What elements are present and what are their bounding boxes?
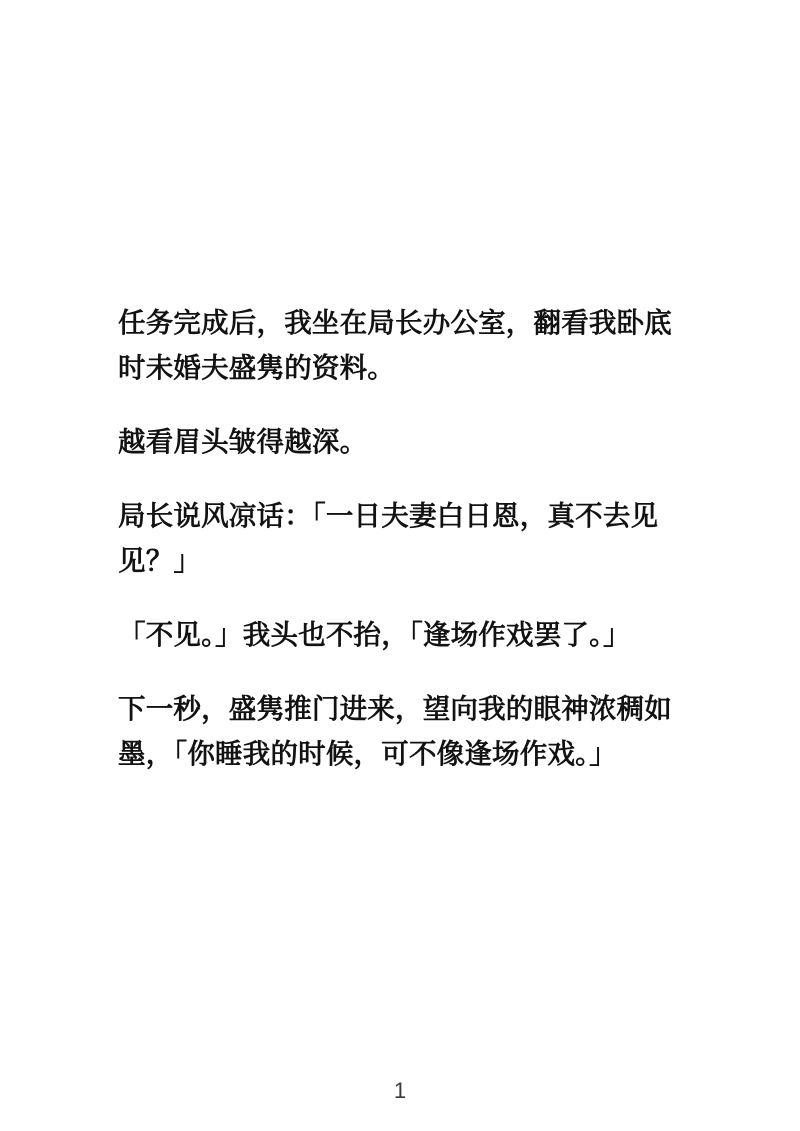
paragraph: 越看眉头皱得越深。 [118, 426, 368, 457]
paragraph: 下一秒，盛隽推门进来，望向我的眼神浓稠如墨，「你睡我的时候，可不像逢场作戏。」 [118, 693, 672, 769]
page-number: 1 [393, 1078, 407, 1103]
story-text-block [118, 300, 684, 776]
paragraph: 「不见。」我头也不抬，「逢场作戏罢了。」 [118, 619, 631, 650]
paragraph: 任务完成后，我坐在局长办公室，翻看我卧底时未婚夫盛隽的资料。 [118, 307, 672, 383]
paragraph: 局长说风凉话：「一日夫妻白日恩，真不去见见？」 [118, 500, 659, 576]
